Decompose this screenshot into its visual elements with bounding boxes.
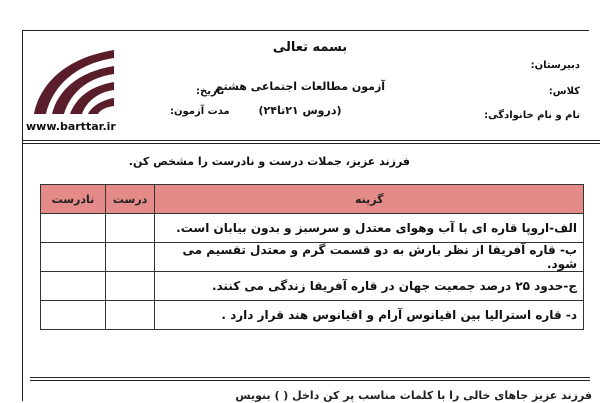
correct-cell[interactable]: [105, 214, 155, 243]
date-label: تاریخ:: [196, 86, 225, 97]
incorrect-cell[interactable]: [41, 301, 106, 330]
correct-cell[interactable]: [105, 272, 155, 301]
statement-c: ج-حدود ۲۵ درصد جمعیت جهان در قاره آفریقا زندگی می کنند.: [155, 272, 584, 301]
statement-b: ب- قاره آفریقا از نظر بارش به دو قسمت گرم و معتدل تقسیم می شود.: [155, 243, 584, 272]
statement-d: د- قاره استرالیا بین اقیانوس آرام و اقیانوس هند قرار دارد .: [155, 301, 584, 330]
correct-cell[interactable]: [105, 301, 155, 330]
true-false-table: [40, 184, 584, 330]
incorrect-cell[interactable]: [41, 243, 106, 272]
section-divider: [30, 377, 590, 378]
teacher-label: دبیرستان:: [530, 60, 580, 71]
instruction-text: فرزند عزیز، جملات درست و نادرست را مشخص کن.: [128, 155, 410, 168]
header-divider: [22, 140, 600, 141]
website-link: www.barttar.ir: [26, 120, 116, 133]
option-header: گزینه: [155, 185, 584, 214]
class-label: کلاس:: [548, 86, 580, 97]
lessons-range: (دروس ۲۱تا۲۴): [258, 104, 342, 117]
table-row: [41, 272, 584, 301]
statement-a: الف-اروپا قاره ای با آب وهوای معتدل و سرسبز و بدون بیابان است.: [155, 214, 584, 243]
table-row: [41, 243, 584, 272]
incorrect-cell[interactable]: [41, 214, 106, 243]
table-header-row: [41, 185, 584, 214]
table-row: [41, 301, 584, 330]
header-divider-second: [22, 143, 600, 144]
page-title: بسمه تعالی: [272, 40, 348, 55]
barttar-logo-icon: [30, 44, 118, 116]
next-section-instruction: فرزند عزیز جاهای خالی را با کلمات مناسب پر کن داخل ( ) بنویس: [235, 389, 592, 402]
correct-header: درست: [105, 185, 155, 214]
table-row: [41, 214, 584, 243]
incorrect-header: نادرست: [41, 185, 106, 214]
incorrect-cell[interactable]: [41, 272, 106, 301]
section-divider-second: [30, 380, 590, 381]
correct-cell[interactable]: [105, 243, 155, 272]
exam-title: آزمون مطالعات اجتماعی هشتم: [214, 80, 386, 93]
duration-label: مدت آزمون:: [170, 106, 230, 117]
name-label: نام و نام خانوادگی:: [484, 110, 580, 121]
